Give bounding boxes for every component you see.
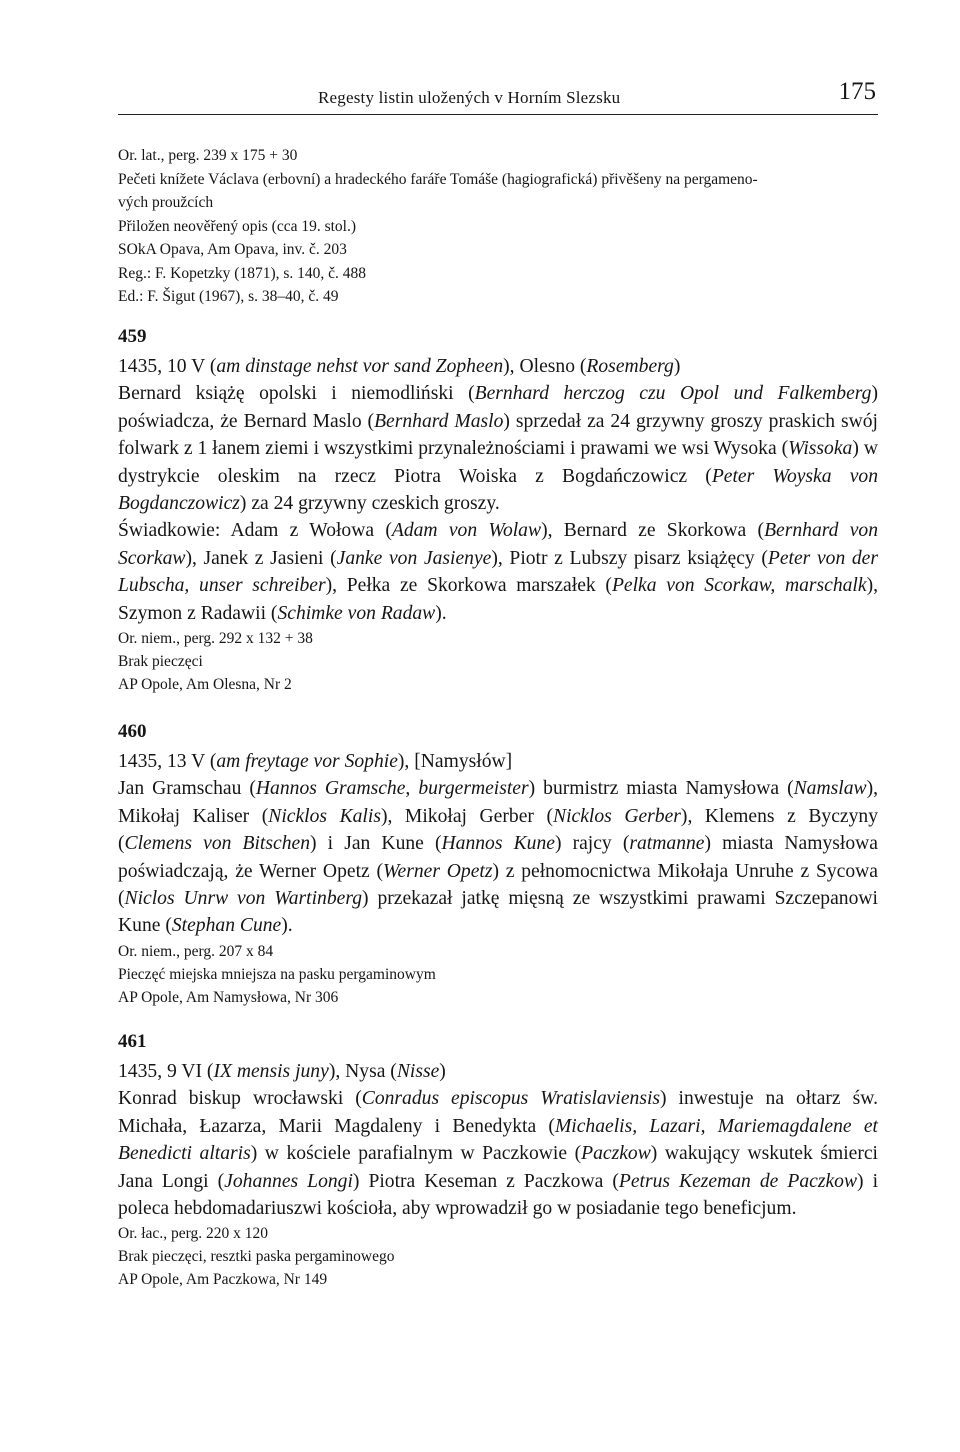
original-text: Nicklos Gerber bbox=[553, 805, 681, 827]
entry-paragraph: Konrad biskup wrocławski (Conradus episcopus Wratislaviensis) inwestuje na ołtarz św. Michała, Łazarza, Marii Magdaleny i Benedykta (Michaelis, Lazari, Mariemagdalene et Benedicti altaris) w kościele parafialnym w Paczkowie (Paczkow) wakujący wskutek śmierci Jana Longi (Johannes Longi) Piotra Keseman z Paczkowa (Petrus Kezeman de Paczkow) i poleca hebdomadariuszwi kościoła, aby wprowadził go w posiadanie tego beneficjum. bbox=[118, 1088, 879, 1220]
original-text: ratmanne bbox=[629, 833, 705, 855]
date-original: IX mensis juny bbox=[213, 1061, 329, 1082]
date-original: am freytage vor Sophie bbox=[216, 751, 398, 772]
note-line: vých proužcích bbox=[118, 194, 214, 211]
note-line: Přiložen neověřený opis (cca 19. stol.) bbox=[118, 217, 357, 235]
entry-number: 460 bbox=[118, 721, 147, 742]
original-text: Peter von der Lubscha, unser schreiber bbox=[118, 547, 878, 597]
original-text: Adam von Wolaw bbox=[391, 520, 542, 542]
entry-461 bbox=[118, 1030, 878, 1291]
original-text: Schimke von Radaw bbox=[277, 602, 436, 624]
original-text: Bernhard Maslo bbox=[374, 410, 504, 432]
running-header bbox=[118, 78, 878, 114]
note-line: Reg.: F. Kopetzky (1871), s. 140, č. 488 bbox=[118, 264, 367, 282]
previous-entry-notes bbox=[118, 144, 878, 309]
original-text: Hannos Gramsche, burgermeister bbox=[255, 778, 529, 800]
entry-paragraph: Jan Gramschau (Hannos Gramsche, burgermeister) burmistrz miasta Namysłowa (Namslaw), Mikołaj Kaliser (Nicklos Kalis), Mikołaj Gerber (Nicklos Gerber), Klemens z Byczyny (Clemens von Bitschen) i Jan Kune (Hannos Kune) rajcy (ratmanne) miasta Namysłowa poświadczają, że Werner Opetz (Werner Opetz) z pełnomocnictwa Mikołaja Unruhe z Sycowa (Niclos Unrw von Wartinberg) przekazał jatkę mięsną ze wszystkimi prawami Szczepanowi Kune (Stephan Cune). bbox=[118, 778, 879, 937]
original-text: Werner Opetz bbox=[383, 860, 493, 882]
original-text: Johannes Longi bbox=[224, 1170, 353, 1192]
meta-line: Brak pieczęci bbox=[118, 653, 203, 671]
entry-date-line: 1435, 9 VI (IX mensis juny), Nysa (Nisse) bbox=[118, 1061, 446, 1082]
original-text: Conradus episcopus Wratislaviensis bbox=[361, 1088, 661, 1110]
entry-paragraph: Bernard książę opolski i niemodliński (Bernhard herczog czu Opol und Falkemberg) poświadcza, że Bernard Maslo (Bernhard Maslo) sprzedał za 24 grzywny groszy praskich swój folwark z 1 łanem ziemi i wszystkimi przynależnościami i prawami we wsi Wysoka (Wissoka) w dystrykcie oleskim na rzecz Piotra Woiska z Bogdańczowicz (Peter Woyska von Bogdanczowicz) za 24 grzywny czeskich groszy. bbox=[118, 383, 879, 515]
original-text: Bernhard herczog czu Opol und Falkemberg bbox=[474, 383, 872, 405]
entry-body bbox=[118, 775, 878, 939]
note-line: Pečeti knížete Václava (erbovní) a hradeckého faráře Tomáše (hagiografická) přivěšeny na pergameno- bbox=[118, 170, 758, 188]
original-text: Wissoka bbox=[788, 438, 853, 460]
original-text: Clemens von Bitschen bbox=[124, 833, 310, 855]
meta-line: Pieczęć miejska mniejsza na pasku pergaminowym bbox=[118, 965, 436, 983]
entry-date-line: 1435, 13 V (am freytage vor Sophie), [Namysłów] bbox=[118, 751, 513, 772]
running-title: Regesty listin uložených v Horním Slezsku bbox=[318, 88, 621, 107]
entry-460 bbox=[118, 720, 878, 1009]
meta-line: Or. niem., perg. 292 x 132 + 38 bbox=[118, 630, 313, 648]
entry-number: 461 bbox=[118, 1031, 147, 1052]
date-original: am dinstage nehst vor sand Zopheen bbox=[216, 356, 504, 377]
entry-meta bbox=[118, 627, 878, 696]
original-text: Bernhard von Scorkaw bbox=[118, 520, 878, 569]
entry-body bbox=[118, 1085, 878, 1222]
header-rule bbox=[118, 114, 878, 115]
meta-line: AP Opole, Am Olesna, Nr 2 bbox=[118, 676, 292, 694]
page-number: 175 bbox=[838, 78, 876, 105]
entry-459 bbox=[118, 325, 878, 696]
meta-line: Brak pieczęci, resztki paska pergaminowego bbox=[118, 1248, 395, 1266]
note-line: Ed.: F. Šigut (1967), s. 38–40, č. 49 bbox=[118, 288, 339, 305]
original-text: Peter Woyska von Bogdanczowicz bbox=[118, 465, 878, 515]
original-text: Paczkow bbox=[581, 1143, 651, 1165]
meta-line: Or. niem., perg. 207 x 84 bbox=[118, 942, 274, 960]
note-line: SOkA Opava, Am Opava, inv. č. 203 bbox=[118, 241, 347, 258]
original-text: Michaelis, Lazari, Mariemagdalene et Benedicti altaris bbox=[118, 1115, 878, 1165]
place-original: Rosemberg bbox=[586, 356, 674, 377]
original-text: Nicklos Kalis bbox=[268, 805, 381, 827]
meta-line: AP Opole, Am Namysłowa, Nr 306 bbox=[118, 988, 339, 1006]
original-text: Petrus Kezeman de Paczkow bbox=[618, 1170, 858, 1192]
original-text: Stephan Cune bbox=[171, 915, 282, 937]
entry-meta bbox=[118, 940, 878, 1009]
original-text: Janke von Jasienye bbox=[336, 547, 492, 569]
entry-number: 459 bbox=[118, 326, 147, 347]
meta-line: Or. łac., perg. 220 x 120 bbox=[118, 1225, 268, 1243]
meta-line: AP Opole, Am Paczkowa, Nr 149 bbox=[118, 1271, 328, 1289]
original-text: Pelka von Scorkaw, marschalk bbox=[611, 575, 867, 597]
original-text: Niclos Unrw von Wartinberg bbox=[124, 888, 363, 910]
note-line: Or. lat., perg. 239 x 175 + 30 bbox=[118, 147, 298, 164]
entry-meta bbox=[118, 1222, 878, 1291]
entry-paragraph: Świadkowie: Adam z Wołowa (Adam von Wolaw), Bernard ze Skorkowa (Bernhard von Scorkaw), Janek z Jasieni (Janke von Jasienye), Piotr z Lubszy pisarz książęcy (Peter von der Lubscha, unser schreiber), Pełka ze Skorkowa marszałek (Pelka von Scorkaw, marschalk), Szymon z Radawii (Schimke von Radaw). bbox=[118, 520, 879, 624]
original-text: Namslaw bbox=[793, 778, 867, 800]
entry-body bbox=[118, 380, 878, 627]
original-text: Hannos Kune bbox=[441, 833, 555, 855]
place-original: Nisse bbox=[396, 1061, 440, 1082]
entry-date-line: 1435, 10 V (am dinstage nehst vor sand Zopheen), Olesno (Rosemberg) bbox=[118, 356, 681, 377]
